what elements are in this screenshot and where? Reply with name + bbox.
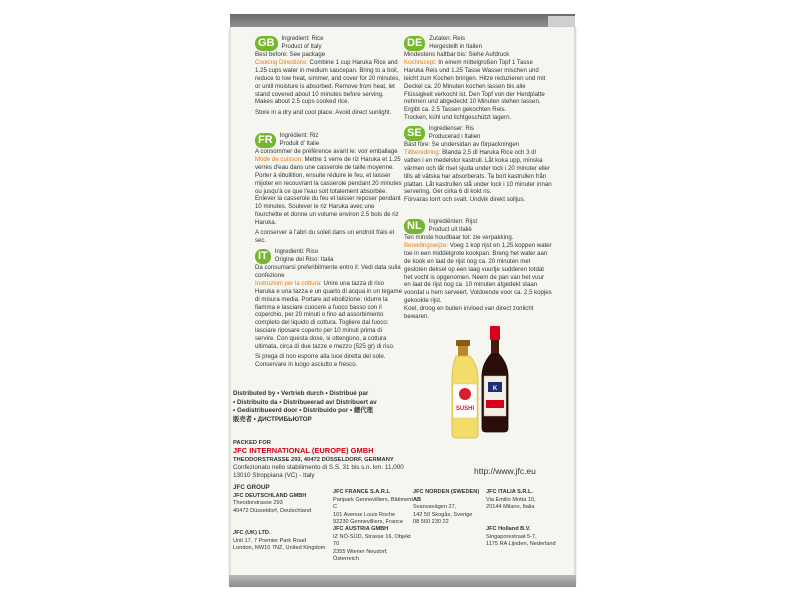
address-uk bbox=[233, 530, 333, 553]
fr-cooking-text: Mettre 1 verre de riz Haruka et 1.25 verres d'eau dans une casserole de taille moyenne. Porter à ébullition, ensuite réduire le feu, et laisser mijoter en recouvrant la casserole pendant 20 minutes ou jusqu'à ce que l'eau soit totalement absorbée. Enlever la casserole du feu et laisser reposer pendant 10 minutes. Soulever le riz Haruka avec une fourchette et donne un volume environ 2.5 bols de riz Haruka. bbox=[255, 155, 402, 227]
de-product: Hergestellt in Italien bbox=[429, 43, 482, 50]
fr-address-1: Paripark Gennevilliers, Bâtiment C bbox=[333, 496, 413, 511]
gb-storage: Store in a dry and cool place. Avoid direct sunlight. bbox=[255, 109, 392, 117]
group-heading: JFC GROUP bbox=[233, 484, 270, 491]
section-de bbox=[404, 36, 552, 122]
nl-ingredient: Ingrediënten: Rijst bbox=[428, 219, 478, 225]
se-company-name: JFC NORDEN (SWEDEN) AB bbox=[413, 489, 480, 503]
sushi-label-text: SUSHI bbox=[455, 406, 475, 412]
soy-sauce-bottle bbox=[482, 326, 508, 432]
nl-company-name: JFC Holland B.V. bbox=[486, 526, 531, 532]
se-product: Producerad i Italien bbox=[428, 133, 481, 140]
lang-badge-nl: NL bbox=[404, 219, 425, 234]
se-storage: Förvaras torrt och svalt. Undvik direkt solljus. bbox=[404, 196, 526, 204]
distribution-block bbox=[233, 390, 377, 424]
nl-address-1: Singaporestraat 5-7, bbox=[486, 533, 537, 540]
de-cooking-label: Kochrezept: bbox=[404, 58, 437, 66]
uk-address-2: London, NW10 7NZ, United Kingdom bbox=[233, 545, 326, 552]
nl-storage: Koel, droog en buiten invloed van direct zonlicht bewaren. bbox=[404, 305, 534, 321]
section-se bbox=[404, 126, 552, 204]
gb-product: Product of Italy bbox=[281, 43, 322, 50]
it-ingredient: Ingredienti: Riso bbox=[274, 249, 319, 255]
address-at bbox=[333, 526, 413, 564]
gb-best-before: Best before: See package bbox=[255, 51, 326, 58]
website-url: http://www.jfc.eu bbox=[474, 466, 536, 476]
de-address-1: Theodorstrasse 293 bbox=[233, 500, 283, 507]
de-company-name: JFC DEUTSCHLAND GMBH bbox=[233, 492, 307, 499]
it-company-name: JFC ITALIA S.R.L. bbox=[486, 489, 533, 495]
at-address-1: IZ NÖ-SÜD, Strasse 16, Objekt 70 bbox=[333, 533, 411, 548]
nl-address-2: 1175 RA Lijnden, Nederland bbox=[486, 541, 556, 548]
lang-badge-it: IT bbox=[255, 249, 271, 264]
uk-company-name: JFC (UK) LTD. bbox=[233, 530, 271, 536]
at-company-name: JFC AUSTRIA GMBH bbox=[333, 526, 389, 532]
it-storage: Si prega di non esporre alla luce diretta del sole. Conservare in luogo asciutto e fresco. bbox=[255, 352, 386, 368]
distribution-line-2: • Distribuito da • Distribueerad av/ Distribuert av bbox=[233, 398, 377, 406]
address-it bbox=[486, 489, 558, 512]
address-nl bbox=[486, 526, 558, 549]
it-address-2: 20144 Milano, Italia bbox=[486, 504, 535, 511]
distribution-line-4: 販売者 • ДИСТРИБЬЮТОР bbox=[233, 415, 312, 423]
lang-badge-fr: FR bbox=[255, 133, 276, 148]
lang-badge-de: DE bbox=[404, 36, 425, 51]
it-address-1: Via Emilio Motta 10, bbox=[486, 496, 536, 503]
se-best-before: Bäst före: Se undersidan av förpackningen bbox=[404, 141, 520, 148]
de-best-before: Mindestens haltbar bis: Siehe Aufdruck bbox=[404, 51, 510, 58]
nl-cooking-text: Voeg 1 kop rijst en 1,25 koppen water toe in een middelgrote kookpan. Breng het water aan de kook en laat de rijst nog ca. 20 minuten met gesloten deksel op een laag vuurtje sudderen totdat het vocht is opgenomen. Neem de pan van het vuur en laat de rijst nog ca. 10 minuten afgedekt staan voordat u hem serveert. Voldoende voor ca. 2,5 kopjes gekookte rijst. bbox=[404, 241, 552, 305]
fr-ingredient: Ingrédient: Riz bbox=[279, 133, 319, 139]
packed-label: PACKED FOR bbox=[233, 440, 271, 446]
at-address-2: 2355 Wiener Neudorf, Österreich bbox=[333, 548, 388, 563]
gb-ingredient: Ingredient: Rice bbox=[281, 36, 324, 42]
fr-best-before: A consommer de préférence avant le: voir emballage bbox=[255, 148, 398, 155]
soy-label-text: K bbox=[492, 386, 498, 392]
it-cooking-label: Instruzioni per la cottura: bbox=[255, 279, 322, 287]
gb-cooking-text: Combine 1 cup Haruka Rice and 1.25 cups water in medium saucepan. Bring to a boil, reduce to low heat, simmer, and cover for 20 minutes, or until moisture is absorbed. Remove from heat, let stand covered about 10 minutes before serving. Makes about 2.5 cups cooked rice. bbox=[255, 58, 400, 106]
packed-facility: Confezionato nello stabilimento di S.S. 31 bis s.n. km. 11,000 bbox=[233, 463, 404, 471]
section-it bbox=[255, 249, 403, 369]
address-se bbox=[413, 489, 485, 527]
distribution-line-3: • Gedistribueerd door • Distribuido por • 總代理 bbox=[233, 407, 373, 414]
de-storage: Trocken, kühl und lichtgeschützt lagern. bbox=[404, 114, 512, 122]
de-ingredient: Zutaten: Reis bbox=[429, 36, 465, 42]
lang-badge-gb: GB bbox=[255, 36, 278, 51]
product-bottles-image bbox=[450, 322, 522, 442]
se-cooking-label: Tillberedning: bbox=[404, 148, 441, 156]
box-bottom-edge bbox=[229, 575, 576, 587]
gb-cooking-label: Cooking Directions: bbox=[255, 58, 308, 66]
fr-company-name: JFC FRANCE S.A.R.L bbox=[333, 489, 390, 495]
sushi-vinegar-bottle bbox=[452, 340, 478, 438]
distribution-line-1: Distributed by • Vertrieb durch • Distribué par bbox=[233, 390, 369, 397]
de-address-2: 40472 Düsseldorf, Deutschland bbox=[233, 507, 312, 514]
address-fr bbox=[333, 489, 413, 527]
packed-for-block bbox=[233, 440, 404, 480]
uk-address-1: Unit 17, 7 Premier Park Road bbox=[233, 537, 307, 544]
fr-storage: A conserver à l'abri du soleil dans un endroit frais et sec. bbox=[255, 229, 395, 244]
fr-cooking-label: Mode de cuisson: bbox=[255, 155, 303, 163]
it-cooking-text: Unire una tazza di riso Haruka e una tazza e un quarto di acqua in un tegame di misura media. Portare ad ebollizione: ridurre la fiamma e lasciare cuocere a fuoco basso con il coperchio, per 20 minuti o fino ad assorbimento completo del liquido di cottura. Togliere dal fuoco: lasciare riposare coperto per 10 minuti prima di servire. Con questa dose, si ottengono, a cottura ultimata, circa di due tazze e mezzo (525 gr) di riso. bbox=[255, 279, 403, 351]
se-address-2: 142 50 Skogås, Sverige bbox=[413, 511, 473, 518]
packed-street: THEODORSTRASSE 293, 40472 DÜSSELDORF, GERMANY bbox=[233, 456, 394, 463]
section-fr bbox=[255, 133, 403, 245]
address-de bbox=[233, 484, 325, 515]
se-ingredient: Ingredienser: Ris bbox=[428, 126, 475, 132]
it-best-before: Da consumarsi preferibilmente entro il: Vedi data sulla confezione bbox=[255, 264, 401, 279]
se-cooking-text: Blanda 2,5 dl Haruka Rice och 3 dl vatten i en medelstor kastrull. Låt koka upp, minska värmen och låt riset sjuda under lock i 20 minuter eller tills all vätska har absorberats. Ta bort kastrullen från plattan. Låt kastrullen stå under lock i 10 minuter innan servering. Ger cirka 6 dl kokt ris. bbox=[404, 148, 552, 196]
section-nl bbox=[404, 219, 552, 321]
lang-badge-se: SE bbox=[404, 126, 425, 141]
se-phone: 08 560 230 22 bbox=[413, 519, 449, 526]
de-cooking-text: In einem mittelgroßen Topf 1 Tasse Haruka Reis und 1.25 Tasse Wasser mischen und leicht zum Kochen bringen. Hitze reduzieren und mit Deckel ca. 20 Minuten kochen lassen bis alle Flüssigkeit verkocht ist. Den Topf von der Herdplatte nehmen und abgedeckt 10 Minuten stehen lassen. Ergibt ca. 2.5 Tassen gekochten Reis. bbox=[404, 58, 546, 114]
nl-product: Product uit Italië bbox=[428, 226, 472, 233]
fr-address-3: 92230 Gennevilliers, France bbox=[333, 519, 403, 526]
it-product: Origine del Riso: Italia bbox=[274, 256, 334, 263]
se-address-1: Svanvavägen 27, bbox=[413, 504, 457, 511]
fr-address-2: 101 Avenue Louis Roche bbox=[333, 511, 396, 518]
section-gb bbox=[255, 36, 403, 117]
nl-best-before: Ten minste houdbaar tot: zie verpakking. bbox=[404, 234, 514, 241]
fr-product: Produit d' Italie bbox=[279, 140, 320, 147]
nl-cooking-label: Bereidingswijze: bbox=[404, 241, 449, 249]
packed-company: JFC INTERNATIONAL (EUROPE) GMBH bbox=[233, 446, 374, 456]
packed-facility-2: 13010 Stroppiana (VC) - Italy bbox=[233, 472, 315, 480]
